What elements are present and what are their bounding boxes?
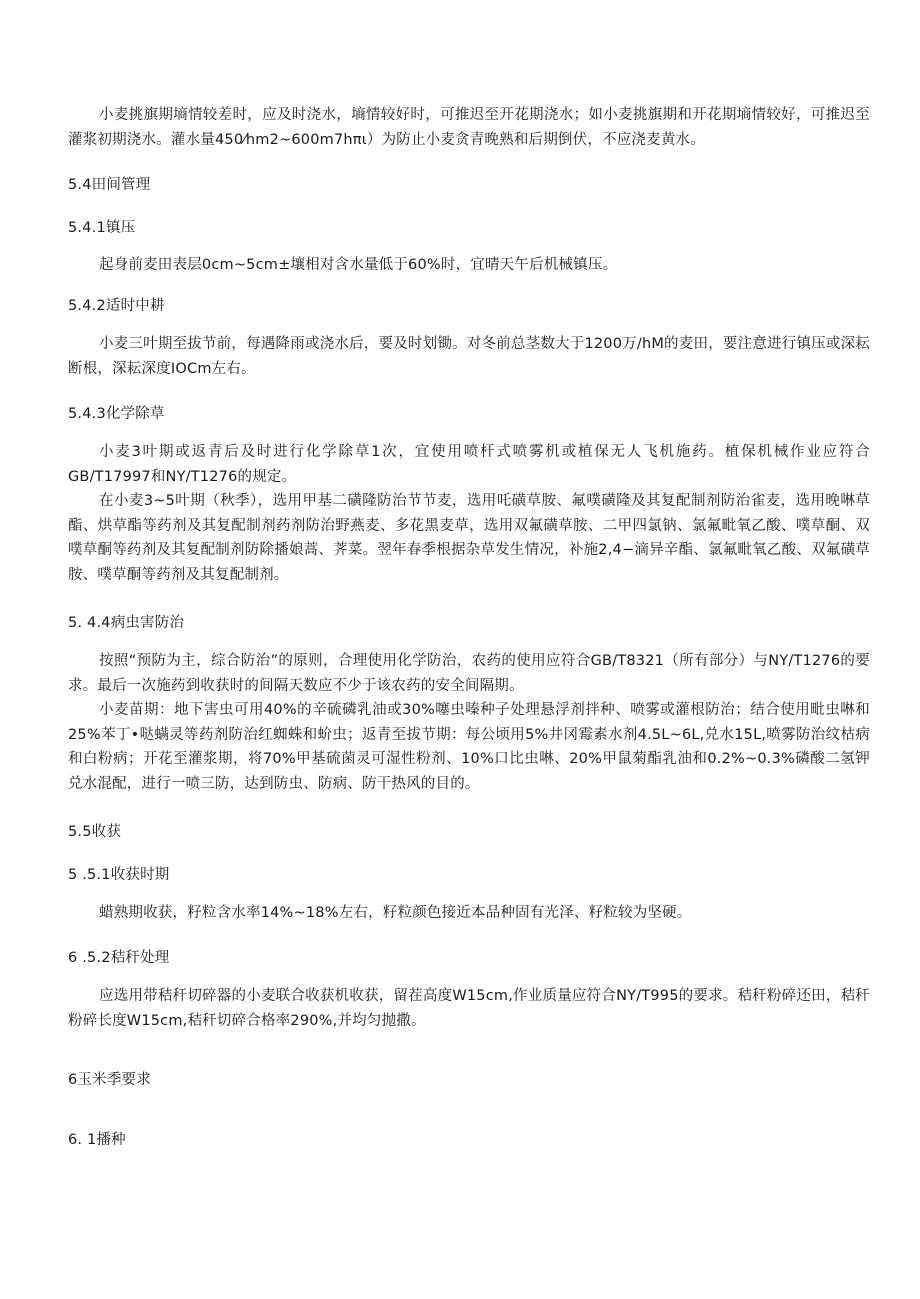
paragraph-5-4-4-b: 小麦苗期：地下害虫可用40%的辛硫磷乳油或30%噻虫嗪种子处理悬浮剂拌种、喷雾或灌根防治；结合使用毗虫啉和25%苯丁•哒螨灵等药剂防治红蜘蛛和蚧虫；返青至拔节期：每公顷用5%井冈霉素水剂4.5L~6L,兑水15L,喷雾防治纹枯病和白粉病；开花至灌浆期，将70%甲基硫菌灵可湿性粉剂、10%口比虫啉、20%甲鼠菊酯乳油和0.2%~0.3%磷酸二氢钾兑水混配，进行一喷三防，达到防虫、防病、防干热风的目的。 [68,702,870,792]
paragraph-5-4-3-a: 小麦3叶期或返青后及时进行化学除草1次，宜使用喷杆式喷雾机或植保无人飞机施药。植保机械作业应符合GB/T17997和NY/T1276的规定。 [68,444,870,485]
heading-6-1: 6. 1播种 [68,1132,126,1148]
heading-5-5: 5.5收获 [68,824,122,840]
heading-5-4-3: 5.4.3化学除草 [68,406,165,422]
paragraph-irrigation: 小麦挑旗期墒情较差时，应及时浇水，墒情较好时，可推迟至开花期浇水；如小麦挑旗期和开花期墒情较好，可推迟至灌浆初期浇水。灌水量450⁄hm2~600m7hπι）为防止小麦贪青晚熟和后期倒伏，不应浇麦黄水。 [68,107,870,148]
paragraph-5-4-3-b: 在小麦3~5叶期（秋季），选用甲基二磺隆防治节节麦，选用吒磺草胺、氟噗磺隆及其复配制剂防治雀麦，选用晚啉草酯、烘草酯等药剂及其复配制剂药剂防治野燕麦、多花黑麦草，选用双氟磺草胺、二甲四氯钠、氯氟毗氧乙酸、噗草酮、双噗草酮等药剂及其复配制剂防除播娘蒿、荠菜。翌年春季根据杂草发生情况，补施2,4−滴异辛酯、氯氟毗氧乙酸、双氟磺草胺、噗草酮等药剂及其复配制剂。 [68,493,870,583]
heading-5-4: 5.4田间管理 [68,177,151,193]
paragraph-5-4-4-a: 按照“预防为主，综合防治”的原则，合理使用化学防治，农药的使用应符合GB/T8321（所有部分）与NY/T1276的要求。最后一次施药到收获时的间隔天数应不少于该农药的安全间隔期。 [68,653,870,694]
paragraph-5-4-1: 起身前麦田表层0cm~5cm±壤相对含水量低于60%时，宜晴天午后机械镇压。 [99,257,618,273]
heading-5-5-1: 5 .5.1收获时期 [68,867,170,883]
paragraph-5-4-2: 小麦三叶期至拔节前，每遇降雨或浇水后，要及时划锄。对冬前总茎数大于1200万/hM的麦田，要注意进行镇压或深耘断根，深耘深度IOCm左右。 [68,336,870,377]
heading-5-4-4: 5. 4.4病虫害防治 [68,615,185,631]
paragraph-5-5-1: 蜡熟期收获，籽粒含水率14%~18%左右，籽粒颜色接近本品种固有光泽、籽粒较为坚硬。 [99,905,692,921]
heading-5-5-2: 6 .5.2秸秆处理 [68,950,170,966]
heading-5-4-2: 5.4.2适时中耕 [68,298,165,314]
paragraph-5-5-2: 应选用带秸秆切碎器的小麦联合收获机收获，留茬高度W15cm,作业质量应符合NY/T995的要求。秸秆粉碎还田，秸秆粉碎长度W15cm,秸秆切碎合格率290%,并均匀抛撒。 [68,988,870,1029]
heading-6: 6玉米季要求 [68,1072,151,1088]
heading-5-4-1: 5.4.1镇压 [68,220,136,236]
